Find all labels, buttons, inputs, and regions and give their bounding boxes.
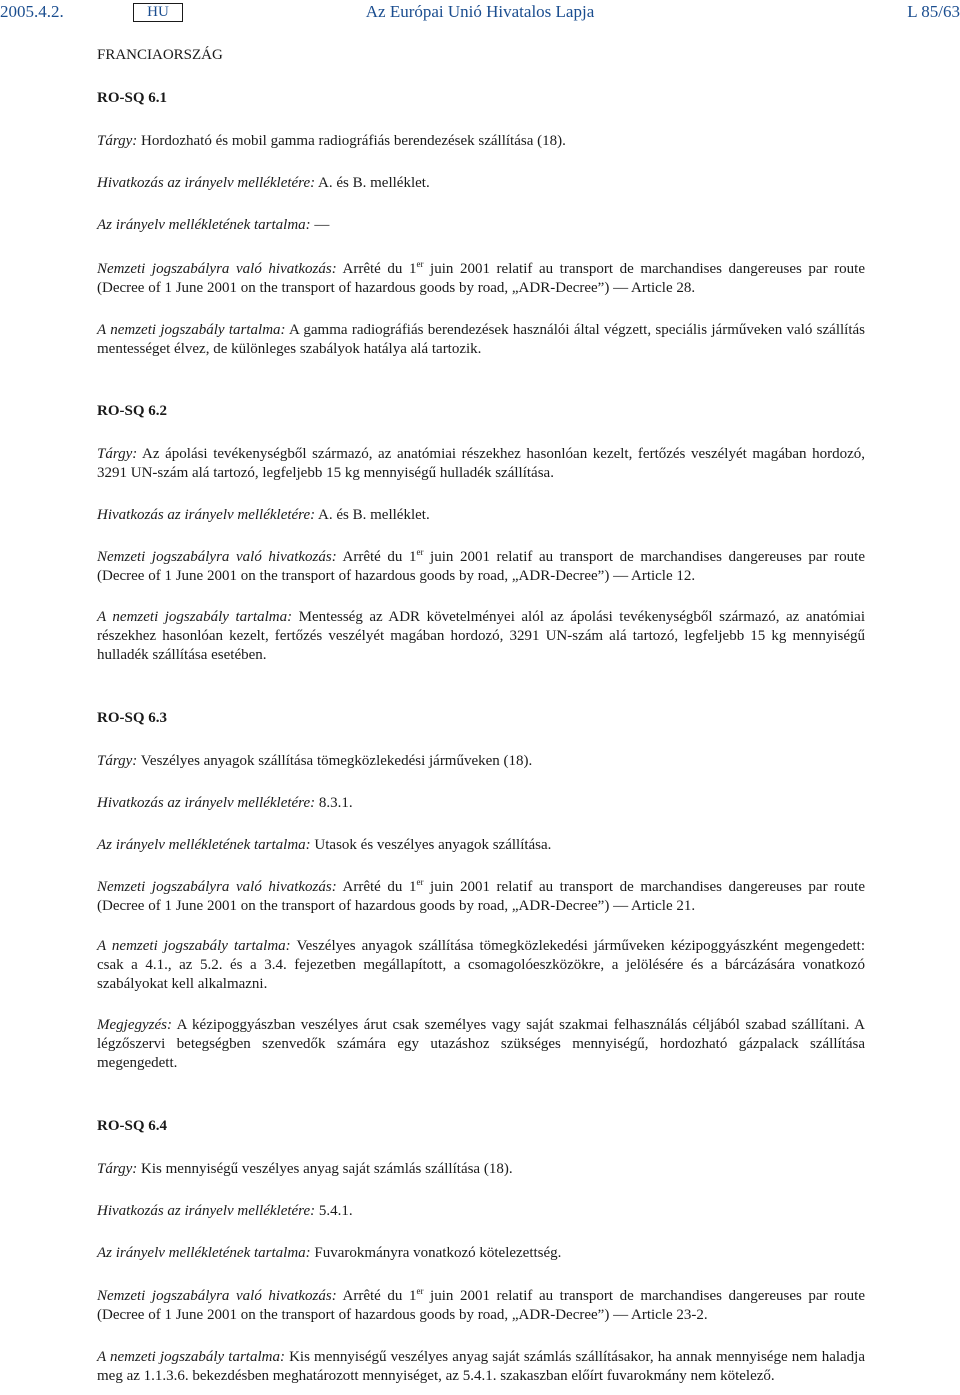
annex-content-paragraph: [97, 1244, 865, 1263]
national-content-paragraph: [97, 321, 865, 359]
country-heading: FRANCIAORSZÁG: [97, 47, 223, 63]
national-reference-text-cont: juin 2001 relatif au transport de marchandises dangereuses par route (Decree of 1 June 2001 on the transport of hazardous goods by road, „ADR-Decree”) — Article 28.: [97, 261, 865, 296]
section-title: RO-SQ 6.1: [97, 90, 168, 106]
national-reference-label: Nemzeti jogszabályra való hivatkozás:: [97, 1288, 337, 1304]
national-reference-text: Arrêté du 1: [336, 879, 417, 895]
superscript: er: [416, 547, 424, 557]
subject-text: Veszélyes anyagok szállítása tömegközlekedési járműveken (18).: [137, 753, 533, 769]
subject-label: Tárgy:: [97, 753, 138, 769]
national-content-text: A gamma radiográfiás berendezések használói által végzett, speciális járműveken való szállítás mentességet élvez, de különleges szabályok hatálya alá tartozik.: [97, 322, 865, 357]
section-title: RO-SQ 6.2: [97, 403, 168, 419]
national-reference-paragraph: [97, 548, 865, 586]
subject-label: Tárgy:: [97, 133, 138, 149]
annex-paragraph: [97, 174, 865, 193]
subject-text: Hordozható és mobil gamma radiográfiás berendezések szállítása (18).: [137, 133, 566, 149]
national-reference-paragraph: [97, 878, 865, 916]
annex-paragraph: [97, 1202, 865, 1221]
superscript: er: [416, 259, 424, 269]
subject-paragraph: [97, 752, 865, 771]
annex-content-text: Fuvarokmányra vonatkozó kötelezettség.: [310, 1245, 562, 1261]
national-reference-paragraph: [97, 260, 865, 298]
annex-label: Hivatkozás az irányelv mellékletére:: [97, 795, 316, 811]
annex-content-label: Az irányelv mellékletének tartalma:: [97, 837, 311, 853]
national-content-label: A nemzeti jogszabály tartalma:: [97, 938, 291, 954]
national-reference-paragraph: [97, 1287, 865, 1325]
national-content-label: A nemzeti jogszabály tartalma:: [97, 322, 286, 338]
annex-content-paragraph: [97, 836, 865, 855]
national-content-paragraph: [97, 1348, 865, 1386]
annex-content-text: Utasok és veszélyes anyagok szállítása.: [310, 837, 552, 853]
annex-text: A. és B. melléklet.: [315, 507, 430, 523]
national-reference-text: Arrêté du 1: [336, 1288, 417, 1304]
page-number: L 85/63: [907, 2, 960, 21]
section-title: RO-SQ 6.3: [97, 710, 168, 726]
national-content-label: A nemzeti jogszabály tartalma:: [97, 1349, 285, 1365]
annex-text: 5.4.1.: [315, 1203, 353, 1219]
annex-label: Hivatkozás az irányelv mellékletére:: [97, 507, 316, 523]
annex-label: Hivatkozás az irányelv mellékletére:: [97, 175, 316, 191]
national-reference-label: Nemzeti jogszabályra való hivatkozás:: [97, 549, 337, 565]
annex-content-label: Az irányelv mellékletének tartalma:: [97, 217, 311, 233]
national-reference-label: Nemzeti jogszabályra való hivatkozás:: [97, 261, 337, 277]
annex-text: 8.3.1.: [315, 795, 353, 811]
superscript: er: [416, 1286, 424, 1296]
section-title: RO-SQ 6.4: [97, 1118, 168, 1134]
annex-content-label: Az irányelv mellékletének tartalma:: [97, 1245, 311, 1261]
national-content-text: Mentesség az ADR követelményei alól az ápolási tevékenységből származó, az anatómiai részekhez hasonlóan kezelt, fertőzés veszélyét magában hordozó, 3291 UN-szám alá tartozó, legfeljebb 15 kg mennyiségű hulladék szállítása esetében.: [97, 609, 865, 663]
subject-text: Kis mennyiségű veszélyes anyag saját számlás szállítása (18).: [137, 1161, 513, 1177]
annex-paragraph: [97, 794, 865, 813]
page-header: [0, 0, 960, 26]
subject-label: Tárgy:: [97, 1161, 138, 1177]
annex-content-text: —: [310, 217, 330, 233]
annex-content-paragraph: [97, 216, 865, 235]
subject-paragraph: [97, 1160, 865, 1179]
national-content-label: A nemzeti jogszabály tartalma:: [97, 609, 293, 625]
subject-paragraph: [97, 132, 865, 151]
note-paragraph: [97, 1016, 865, 1073]
language-badge: HU: [133, 3, 183, 22]
national-reference-text-cont: juin 2001 relatif au transport de marchandises dangereuses par route (Decree of 1 June 2001 on the transport of hazardous goods by road, „ADR-Decree”) — Article 21.: [97, 879, 865, 914]
subject-text: Az ápolási tevékenységből származó, az anatómiai részekhez hasonlóan kezelt, fertőzés veszélyét magában hordozó, 3291 UN-szám alá tartozó, legfeljebb 15 kg mennyiségű hulladék szállítása.: [97, 446, 865, 481]
national-reference-text: Arrêté du 1: [336, 261, 417, 277]
national-content-paragraph: [97, 608, 865, 665]
subject-label: Tárgy:: [97, 446, 138, 462]
national-reference-text-cont: juin 2001 relatif au transport de marchandises dangereuses par route (Decree of 1 June 2001 on the transport of hazardous goods by road, „ADR-Decree”) — Article 12.: [97, 549, 865, 584]
annex-label: Hivatkozás az irányelv mellékletére:: [97, 1203, 316, 1219]
annex-paragraph: [97, 506, 865, 525]
subject-paragraph: [97, 445, 865, 483]
national-content-text: Veszélyes anyagok szállítása tömegközlekedési járműveken kézipoggyászként megengedett: csak a 4.1., az 5.2. és a 3.4. fejezetben megállapított, a csomagolóeszközökre, a jelölésére és a bárcázására vonatkozó szabályokat kell alkalmazni.: [97, 938, 866, 992]
national-reference-text-cont: juin 2001 relatif au transport de marchandises dangereuses par route (Decree of 1 June 2001 on the transport of hazardous goods by road, „ADR-Decree”) — Article 23-2.: [97, 1288, 865, 1323]
header-date: 2005.4.2.: [0, 2, 64, 21]
superscript: er: [416, 877, 424, 887]
annex-text: A. és B. melléklet.: [315, 175, 430, 191]
note-text: A kézipoggyászban veszélyes árut csak személyes vagy saját szakmai felhasználás céljából szabad szállítani. A légzőszervi betegségben szenvedők számára egy utazáshoz szükséges mennyiségű, hordozható gázpalack szállítása megengedett.: [97, 1017, 865, 1071]
national-content-paragraph: [97, 937, 865, 994]
note-label: Megjegyzés:: [97, 1017, 172, 1033]
national-content-text: Kis mennyiségű veszélyes anyag saját számlás szállításakor, ha annak mennyisége nem haladja meg az 1.1.3.6. bekezdésben meghatározott mennyiséget, az 5.4.1. szakaszban előírt fuvarokmány nem kötelező.: [97, 1349, 865, 1384]
journal-title: Az Európai Unió Hivatalos Lapja: [365, 2, 595, 21]
national-reference-label: Nemzeti jogszabályra való hivatkozás:: [97, 879, 337, 895]
national-reference-text: Arrêté du 1: [336, 549, 417, 565]
